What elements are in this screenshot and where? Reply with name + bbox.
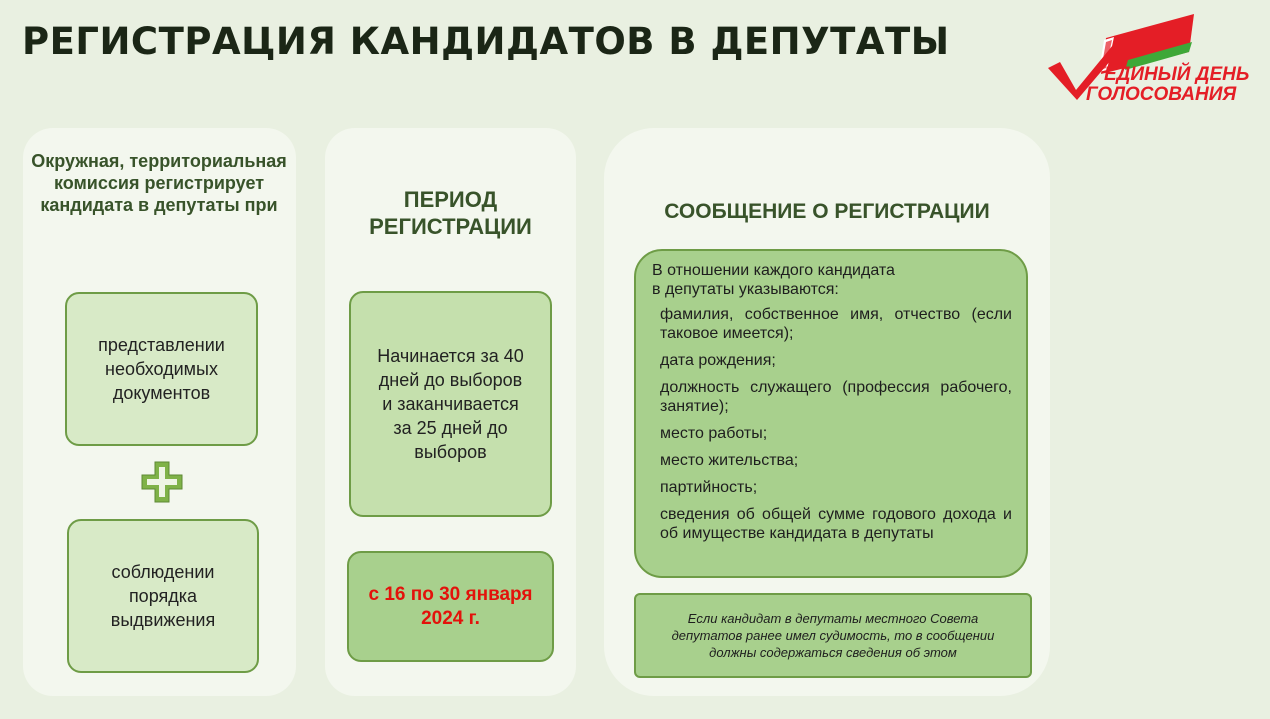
period-dates-text: с 16 по 30 января 2024 г. — [368, 583, 533, 629]
condition-nomination-box — [67, 519, 259, 673]
message-item-position: должность служащего (профессия рабочего, занятие); — [660, 379, 1012, 415]
condition-documents-box — [65, 292, 258, 446]
condition-documents-text: представлении необходимых документов — [98, 335, 225, 403]
message-item-birthdate: дата рождения; — [660, 352, 776, 369]
conditions-lead: Окружная, территориальная комиссия регистрирует кандидата в депутаты при — [31, 151, 287, 215]
period-heading: ПЕРИОД РЕГИСТРАЦИИ — [369, 187, 532, 239]
message-item-name: фамилия, собственное имя, отчество (если таковое имеется); — [660, 306, 1012, 342]
period-description-box — [349, 291, 552, 517]
period-dates-box — [347, 551, 554, 662]
page-title: РЕГИСТРАЦИЯ КАНДИДАТОВ В ДЕПУТАТЫ — [22, 20, 950, 63]
message-intro: В отношении каждого кандидата в депутаты указываются: — [652, 262, 895, 298]
message-item-workplace: место работы; — [660, 425, 768, 442]
plus-icon — [140, 460, 184, 504]
condition-nomination-text: соблюдении порядка выдвижения — [110, 562, 216, 630]
conviction-note — [634, 593, 1032, 678]
logo-line2: ГОЛОСОВАНИЯ — [1086, 84, 1237, 105]
election-day-logo — [1044, 12, 1254, 104]
message-items-list — [650, 305, 1012, 543]
message-heading: СООБЩЕНИЕ О РЕГИСТРАЦИИ — [664, 200, 990, 223]
message-details-box — [634, 249, 1028, 578]
conviction-note-text: Если кандидат в депутаты местного Совета депутатов ранее имел судимость, то в сообщении должны содержаться сведения об этом — [671, 611, 995, 660]
message-item-income: сведения об общей сумме годового дохода и об имуществе кандидата в депутаты — [660, 506, 1012, 542]
logo-line1: ЕДИНЫЙ ДЕНЬ — [1104, 64, 1250, 85]
message-item-party: партийность; — [660, 479, 758, 496]
period-description-text: Начинается за 40 дней до выборов и заканчивается за 25 дней до выборов — [377, 346, 524, 462]
message-item-residence: место жительства; — [660, 452, 799, 469]
